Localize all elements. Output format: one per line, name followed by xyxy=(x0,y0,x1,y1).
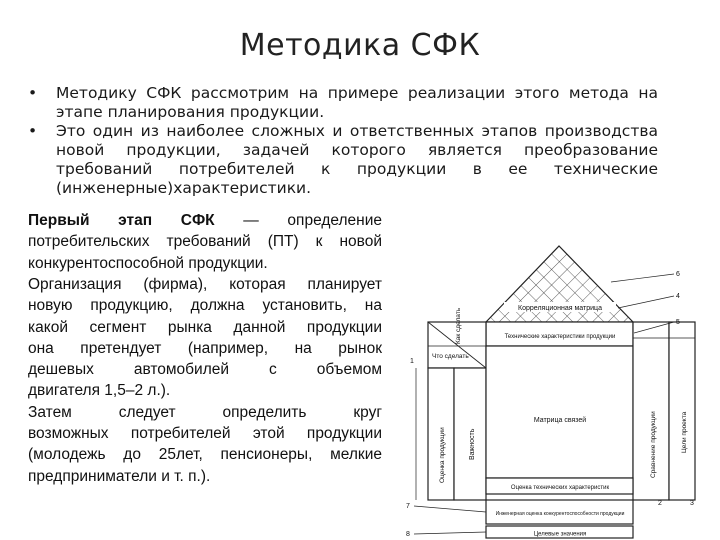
project-goals-label: Цели проекта xyxy=(681,411,688,453)
paragraph-line: (молодежь до 25лет, пенсионеры, мелкие xyxy=(28,446,382,464)
relationship-matrix xyxy=(486,346,633,478)
svg-text:Целевые значения: Целевые значения xyxy=(533,531,587,538)
slide-title: Методика СФК xyxy=(239,28,481,63)
callout-4: 4 xyxy=(676,293,680,300)
relationship-matrix-label: Матрица связей xyxy=(533,417,587,424)
paragraph-line: потребительских требований (ПТ) к новой xyxy=(28,233,382,251)
how-label: Как сделать xyxy=(455,307,462,344)
correlation-matrix-label: Корреляционная матрица xyxy=(518,305,602,312)
consumer-assessment-label: Оценка продукции xyxy=(439,427,446,483)
paragraph-line: двигателя 1,5–2 л.). xyxy=(28,382,171,400)
bullet-text: Это один из наиболее сложных и ответственных этапов производства новой продукции, задачей которого является преобразование требований потребителей к продукции в ее технические (инженерные)характеристики. xyxy=(56,122,658,197)
paragraph-line: Затем следует определить круг xyxy=(28,403,382,421)
callout-8: 8 xyxy=(406,531,410,538)
callout-5: 5 xyxy=(676,319,680,326)
callout-3: 3 xyxy=(690,500,694,507)
svg-text:Инженерная оценка конкурентосп: Инженерная оценка конкурентоспособности продукции xyxy=(495,511,625,517)
bullet-glyph: • xyxy=(28,84,38,102)
callout-6: 6 xyxy=(676,271,680,278)
paragraph-line: конкурентоспособной продукции. xyxy=(28,254,268,272)
paragraph-line: она претендует (например, на рынок xyxy=(28,339,382,357)
house-of-quality-diagram xyxy=(396,238,702,540)
importance-label: Важность xyxy=(469,428,476,460)
paragraph-line: Организация (фирма), которая планирует xyxy=(28,275,382,293)
callout-1: 1 xyxy=(410,358,414,365)
competitive-comparison-label: Сравнение продукции xyxy=(650,411,657,478)
paragraph-line: возможных потребителей этой продукции xyxy=(28,425,382,442)
callout-7: 7 xyxy=(406,503,410,510)
paragraph-line: предприниматели и т. п.). xyxy=(28,467,211,485)
bullet-item xyxy=(28,122,658,198)
paragraph-lead: Первый этап СФК xyxy=(28,212,215,229)
tech-characteristics-label: Технические характеристики продукции xyxy=(504,334,616,340)
paragraph-line: какой сегмент рынка данной продукции xyxy=(28,318,382,336)
paragraph-line: новую продукцию, должна установить, на xyxy=(28,297,382,315)
bullet-glyph: • xyxy=(28,122,38,140)
callout-2: 2 xyxy=(658,500,662,507)
bullet-item xyxy=(28,84,658,122)
svg-text:Оценка технических характерист: Оценка технических характеристик xyxy=(510,485,610,491)
paragraph-line: Первый этап СФК — определение xyxy=(28,212,382,229)
bullet-text: Методику СФК рассмотрим на примере реализации этого метода на этапе планирования продукции. xyxy=(56,84,658,121)
what-label: Что сделать xyxy=(432,353,469,360)
bullet-list xyxy=(28,84,658,198)
paragraph-line: дешевых автомобилей с объемом xyxy=(28,361,382,379)
